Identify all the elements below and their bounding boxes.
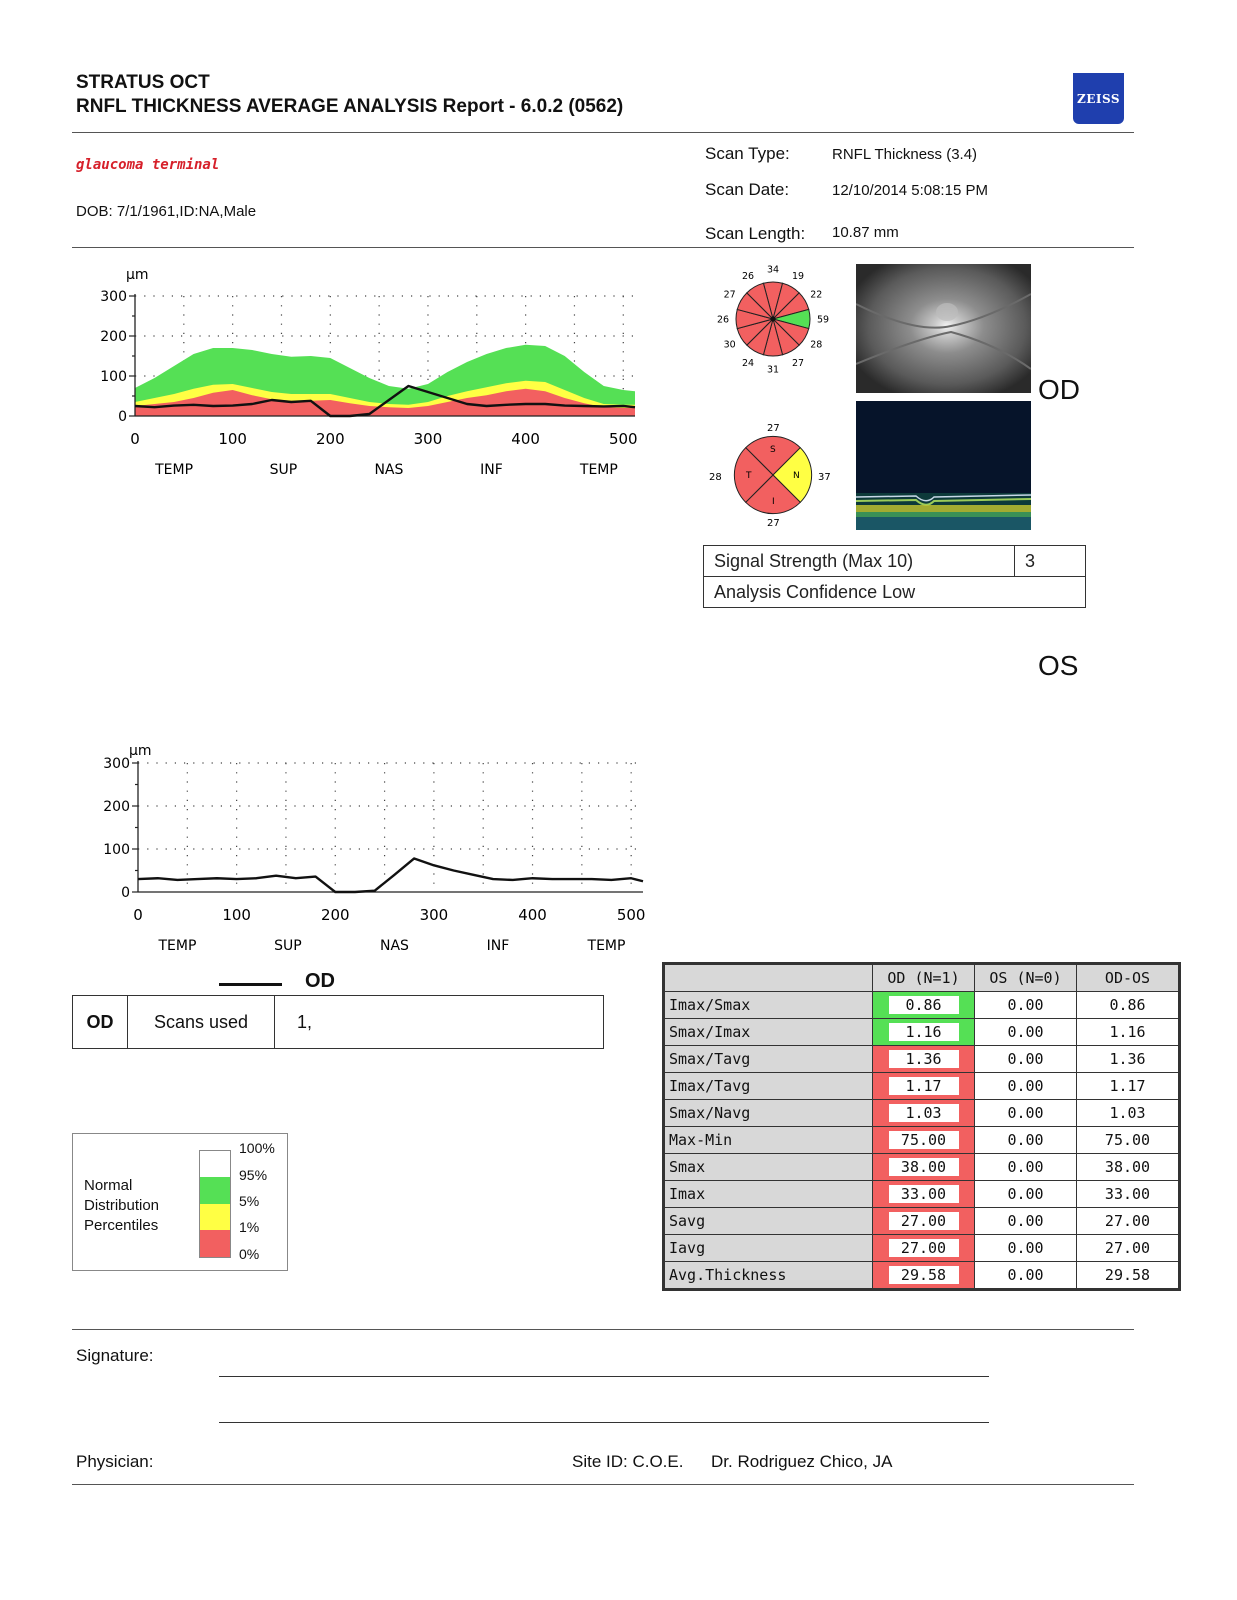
scans-eye: OD xyxy=(73,996,128,1048)
metric-od-value: 27.00 xyxy=(889,1212,959,1230)
metric-os-value: 0.00 xyxy=(975,1262,1077,1290)
metric-os-value: 0.00 xyxy=(975,1046,1077,1073)
metric-os-value: 0.00 xyxy=(975,1235,1077,1262)
scan-length-value: 10.87 mm xyxy=(832,224,899,241)
header-divider xyxy=(72,132,1134,133)
dob-line: DOB: 7/1/1961,ID:NA,Male xyxy=(76,203,257,220)
metric-od-value: 1.03 xyxy=(889,1104,959,1122)
quadrant-n-letter: N xyxy=(793,471,800,481)
clock-value-label: 19 xyxy=(791,271,805,283)
metric-diff-value: 27.00 xyxy=(1077,1235,1180,1262)
metric-diff-value: 1.17 xyxy=(1077,1073,1180,1100)
metric-os-value: 0.00 xyxy=(975,1208,1077,1235)
metric-diff-value: 1.03 xyxy=(1077,1100,1180,1127)
chart-grid xyxy=(138,763,643,892)
x-tick-label: 200 xyxy=(315,430,345,448)
metric-os-value: 0.00 xyxy=(975,1127,1077,1154)
scan-date-label: Scan Date: xyxy=(705,180,790,199)
series-line-od xyxy=(138,858,643,892)
metrics-row xyxy=(664,1235,1180,1262)
metric-od-value: 1.17 xyxy=(889,1077,959,1095)
clock-hour-chart xyxy=(708,262,838,392)
region-label: NAS xyxy=(374,462,404,478)
percentile-legend-title xyxy=(84,1176,159,1236)
clock-center xyxy=(771,317,776,322)
od-eye-label: OD xyxy=(1038,374,1080,405)
legend-title-line: Normal xyxy=(84,1177,133,1194)
metric-od-value: 75.00 xyxy=(889,1131,959,1149)
clock-value-label: 24 xyxy=(741,357,755,369)
x-tick-labels xyxy=(130,430,637,448)
metric-od-value: 27.00 xyxy=(889,1239,959,1257)
swatch-1-5 xyxy=(200,1204,230,1230)
x-tick-label: 300 xyxy=(419,906,449,924)
y-tick-label: 200 xyxy=(103,799,130,815)
doctor-name: Dr. Rodriguez Chico, JA xyxy=(711,1452,893,1471)
scan-type-label: Scan Type: xyxy=(705,144,790,163)
metric-od-value: 33.00 xyxy=(889,1185,959,1203)
x-tick-label: 100 xyxy=(222,906,251,924)
region-label: INF xyxy=(480,462,503,478)
quadrant-chart xyxy=(708,410,838,535)
swatch-95-100 xyxy=(200,1151,230,1177)
clock-value-label: 26 xyxy=(716,314,730,326)
region-labels xyxy=(154,462,618,478)
clock-value-label: 22 xyxy=(810,289,823,301)
clock-value-label: 59 xyxy=(816,314,830,326)
metric-diff-value: 38.00 xyxy=(1077,1154,1180,1181)
od-profile-chart xyxy=(80,262,680,490)
quadrant-right-value: 37 xyxy=(818,472,831,483)
metric-name: Max-Min xyxy=(664,1127,873,1154)
region-label: TEMP xyxy=(579,462,618,478)
metric-od-cell xyxy=(873,1262,975,1290)
metrics-header-row xyxy=(664,964,1180,992)
metric-od-value: 38.00 xyxy=(889,1158,959,1176)
metric-os-value: 0.00 xyxy=(975,1019,1077,1046)
clock-value-label: 30 xyxy=(723,339,736,351)
y-tick-label: 0 xyxy=(121,885,130,901)
metrics-row xyxy=(664,992,1180,1019)
clock-value-label: 31 xyxy=(766,364,780,376)
legend-tick: 95% xyxy=(239,1167,268,1183)
physician-label: Physician: xyxy=(76,1452,154,1471)
quadrant-top-value: 27 xyxy=(767,423,780,434)
metric-od-cell xyxy=(873,1127,975,1154)
metric-name: Smax/Navg xyxy=(664,1100,873,1127)
metric-os-value: 0.00 xyxy=(975,1181,1077,1208)
metric-diff-value: 27.00 xyxy=(1077,1208,1180,1235)
region-label: SUP xyxy=(269,462,298,478)
metric-od-cell xyxy=(873,1046,975,1073)
y-tick-labels xyxy=(100,289,127,425)
metric-os-value: 0.00 xyxy=(975,1073,1077,1100)
quadrant-s-letter: S xyxy=(770,445,776,455)
region-labels xyxy=(157,938,625,954)
metric-od-cell xyxy=(873,992,975,1019)
scans-used-label: Scans used xyxy=(128,996,275,1048)
legend-title-line: Percentiles xyxy=(84,1217,159,1234)
region-label: TEMP xyxy=(155,462,194,478)
metrics-header: OS (N=0) xyxy=(975,964,1077,992)
od-series xyxy=(138,858,643,892)
clock-value-label: 27 xyxy=(791,357,805,369)
os-eye-label: OS xyxy=(1038,650,1079,681)
metric-od-cell xyxy=(873,1235,975,1262)
region-label: SUP xyxy=(274,938,302,954)
scan-type-value: RNFL Thickness (3.4) xyxy=(832,146,978,163)
metrics-row xyxy=(664,1019,1180,1046)
clock-value-label: 28 xyxy=(810,339,823,351)
metric-diff-value: 75.00 xyxy=(1077,1127,1180,1154)
metric-os-value: 0.00 xyxy=(975,1100,1077,1127)
x-tick-label: 400 xyxy=(511,430,540,448)
zeiss-logo: ZEISS xyxy=(1073,73,1124,124)
metrics-header xyxy=(664,964,873,992)
clock-value-label: 26 xyxy=(741,271,755,283)
signal-strength-table xyxy=(703,545,1086,608)
footer-divider xyxy=(72,1329,1134,1330)
metrics-row xyxy=(664,1127,1180,1154)
legend-tick: 5% xyxy=(239,1193,260,1209)
metric-od-value: 1.16 xyxy=(889,1023,959,1041)
metric-od-cell xyxy=(873,1100,975,1127)
metrics-row xyxy=(664,1262,1180,1290)
x-tick-label: 400 xyxy=(518,906,547,924)
analysis-confidence: Analysis Confidence Low xyxy=(704,577,1086,608)
metrics-row xyxy=(664,1046,1180,1073)
y-tick-label: 100 xyxy=(103,842,130,858)
y-tick-label: 200 xyxy=(100,329,127,345)
signature-line[interactable] xyxy=(219,1376,989,1377)
metric-name: Imax/Tavg xyxy=(664,1073,873,1100)
legend-title-line: Distribution xyxy=(84,1197,160,1214)
clock-value-label: 27 xyxy=(723,289,736,301)
metrics-row xyxy=(664,1208,1180,1235)
quadrant-i-letter: I xyxy=(772,497,775,507)
percentile-legend xyxy=(72,1133,288,1271)
diagnosis-text: glaucoma terminal xyxy=(76,157,220,173)
scan-length-label: Scan Length: xyxy=(705,224,806,243)
metric-od-cell xyxy=(873,1181,975,1208)
signature-line-2[interactable] xyxy=(219,1422,989,1423)
scans-used-box xyxy=(72,995,604,1049)
metric-od-cell xyxy=(873,1073,975,1100)
region-label: TEMP xyxy=(587,938,626,954)
metric-name: Smax/Tavg xyxy=(664,1046,873,1073)
signal-strength-label: Signal Strength (Max 10) xyxy=(704,546,1015,577)
metrics-row xyxy=(664,1073,1180,1100)
scan-date-value: 12/10/2014 5:08:15 PM xyxy=(832,182,988,199)
report-product: STRATUS OCT xyxy=(76,72,210,93)
metric-name: Savg xyxy=(664,1208,873,1235)
y-unit-label: µm xyxy=(129,743,152,759)
info-divider xyxy=(72,247,1134,248)
metric-os-value: 0.00 xyxy=(975,1154,1077,1181)
metric-od-value: 0.86 xyxy=(889,996,959,1014)
report-title: RNFL THICKNESS AVERAGE ANALYSIS Report - 6.0.2 (0562) xyxy=(76,96,624,117)
metric-od-cell xyxy=(873,1208,975,1235)
x-tick-label: 100 xyxy=(218,430,247,448)
od-line-legend-label: OD xyxy=(305,970,335,992)
x-tick-label: 300 xyxy=(413,430,443,448)
metrics-table xyxy=(662,962,1181,1291)
metric-name: Iavg xyxy=(664,1235,873,1262)
metric-od-value: 29.58 xyxy=(889,1266,959,1284)
y-tick-label: 300 xyxy=(103,756,130,772)
y-tick-label: 300 xyxy=(100,289,127,305)
chart-axes xyxy=(132,761,643,892)
metric-od-cell xyxy=(873,1154,975,1181)
metric-name: Smax/Imax xyxy=(664,1019,873,1046)
region-label: INF xyxy=(486,938,510,954)
oct-scan-image xyxy=(856,401,1031,530)
clock-value-label: 34 xyxy=(766,264,780,276)
x-tick-label: 500 xyxy=(608,430,638,448)
metric-name: Imax/Smax xyxy=(664,992,873,1019)
y-unit-label: µm xyxy=(126,267,149,283)
legend-tick: 0% xyxy=(239,1246,260,1262)
metric-name: Smax xyxy=(664,1154,873,1181)
metrics-row xyxy=(664,1100,1180,1127)
y-tick-labels xyxy=(103,756,130,901)
region-label: TEMP xyxy=(158,938,197,954)
quadrant-left-value: 28 xyxy=(709,472,722,483)
site-id: Site ID: C.O.E. xyxy=(572,1452,684,1471)
metric-diff-value: 33.00 xyxy=(1077,1181,1180,1208)
x-tick-label: 0 xyxy=(133,906,143,924)
metric-diff-value: 1.16 xyxy=(1077,1019,1180,1046)
legend-tick: 1% xyxy=(239,1219,260,1235)
swatch-0-1 xyxy=(200,1230,230,1257)
signal-strength-value: 3 xyxy=(1015,546,1086,577)
scans-used-value: 1, xyxy=(297,1011,313,1032)
metric-diff-value: 0.86 xyxy=(1077,992,1180,1019)
x-tick-label: 200 xyxy=(320,906,350,924)
fundus-image xyxy=(856,264,1031,393)
metrics-header: OD (N=1) xyxy=(873,964,975,992)
x-tick-label: 500 xyxy=(616,906,646,924)
y-tick-label: 100 xyxy=(100,369,127,385)
metrics-row xyxy=(664,1181,1180,1208)
percentile-color-bar xyxy=(199,1150,231,1258)
metric-diff-value: 29.58 xyxy=(1077,1262,1180,1290)
y-tick-label: 0 xyxy=(118,409,127,425)
metric-diff-value: 1.36 xyxy=(1077,1046,1180,1073)
metric-os-value: 0.00 xyxy=(975,992,1077,1019)
signature-label: Signature: xyxy=(76,1346,154,1365)
metric-od-value: 1.36 xyxy=(889,1050,959,1068)
od-line-legend-swatch xyxy=(219,983,282,986)
region-label: NAS xyxy=(379,938,409,954)
legend-tick: 100% xyxy=(239,1140,275,1156)
quadrant-bottom-value: 27 xyxy=(767,518,780,529)
swatch-5-95 xyxy=(200,1177,230,1204)
metrics-row xyxy=(664,1154,1180,1181)
metric-name: Imax xyxy=(664,1181,873,1208)
metric-od-cell xyxy=(873,1019,975,1046)
bottom-divider xyxy=(72,1484,1134,1485)
quadrant-t-letter: T xyxy=(746,471,752,481)
od-line-chart xyxy=(80,738,680,966)
x-tick-labels xyxy=(133,906,645,924)
metric-name: Avg.Thickness xyxy=(664,1262,873,1290)
x-tick-label: 0 xyxy=(130,430,140,448)
metrics-header: OD-OS xyxy=(1077,964,1180,992)
